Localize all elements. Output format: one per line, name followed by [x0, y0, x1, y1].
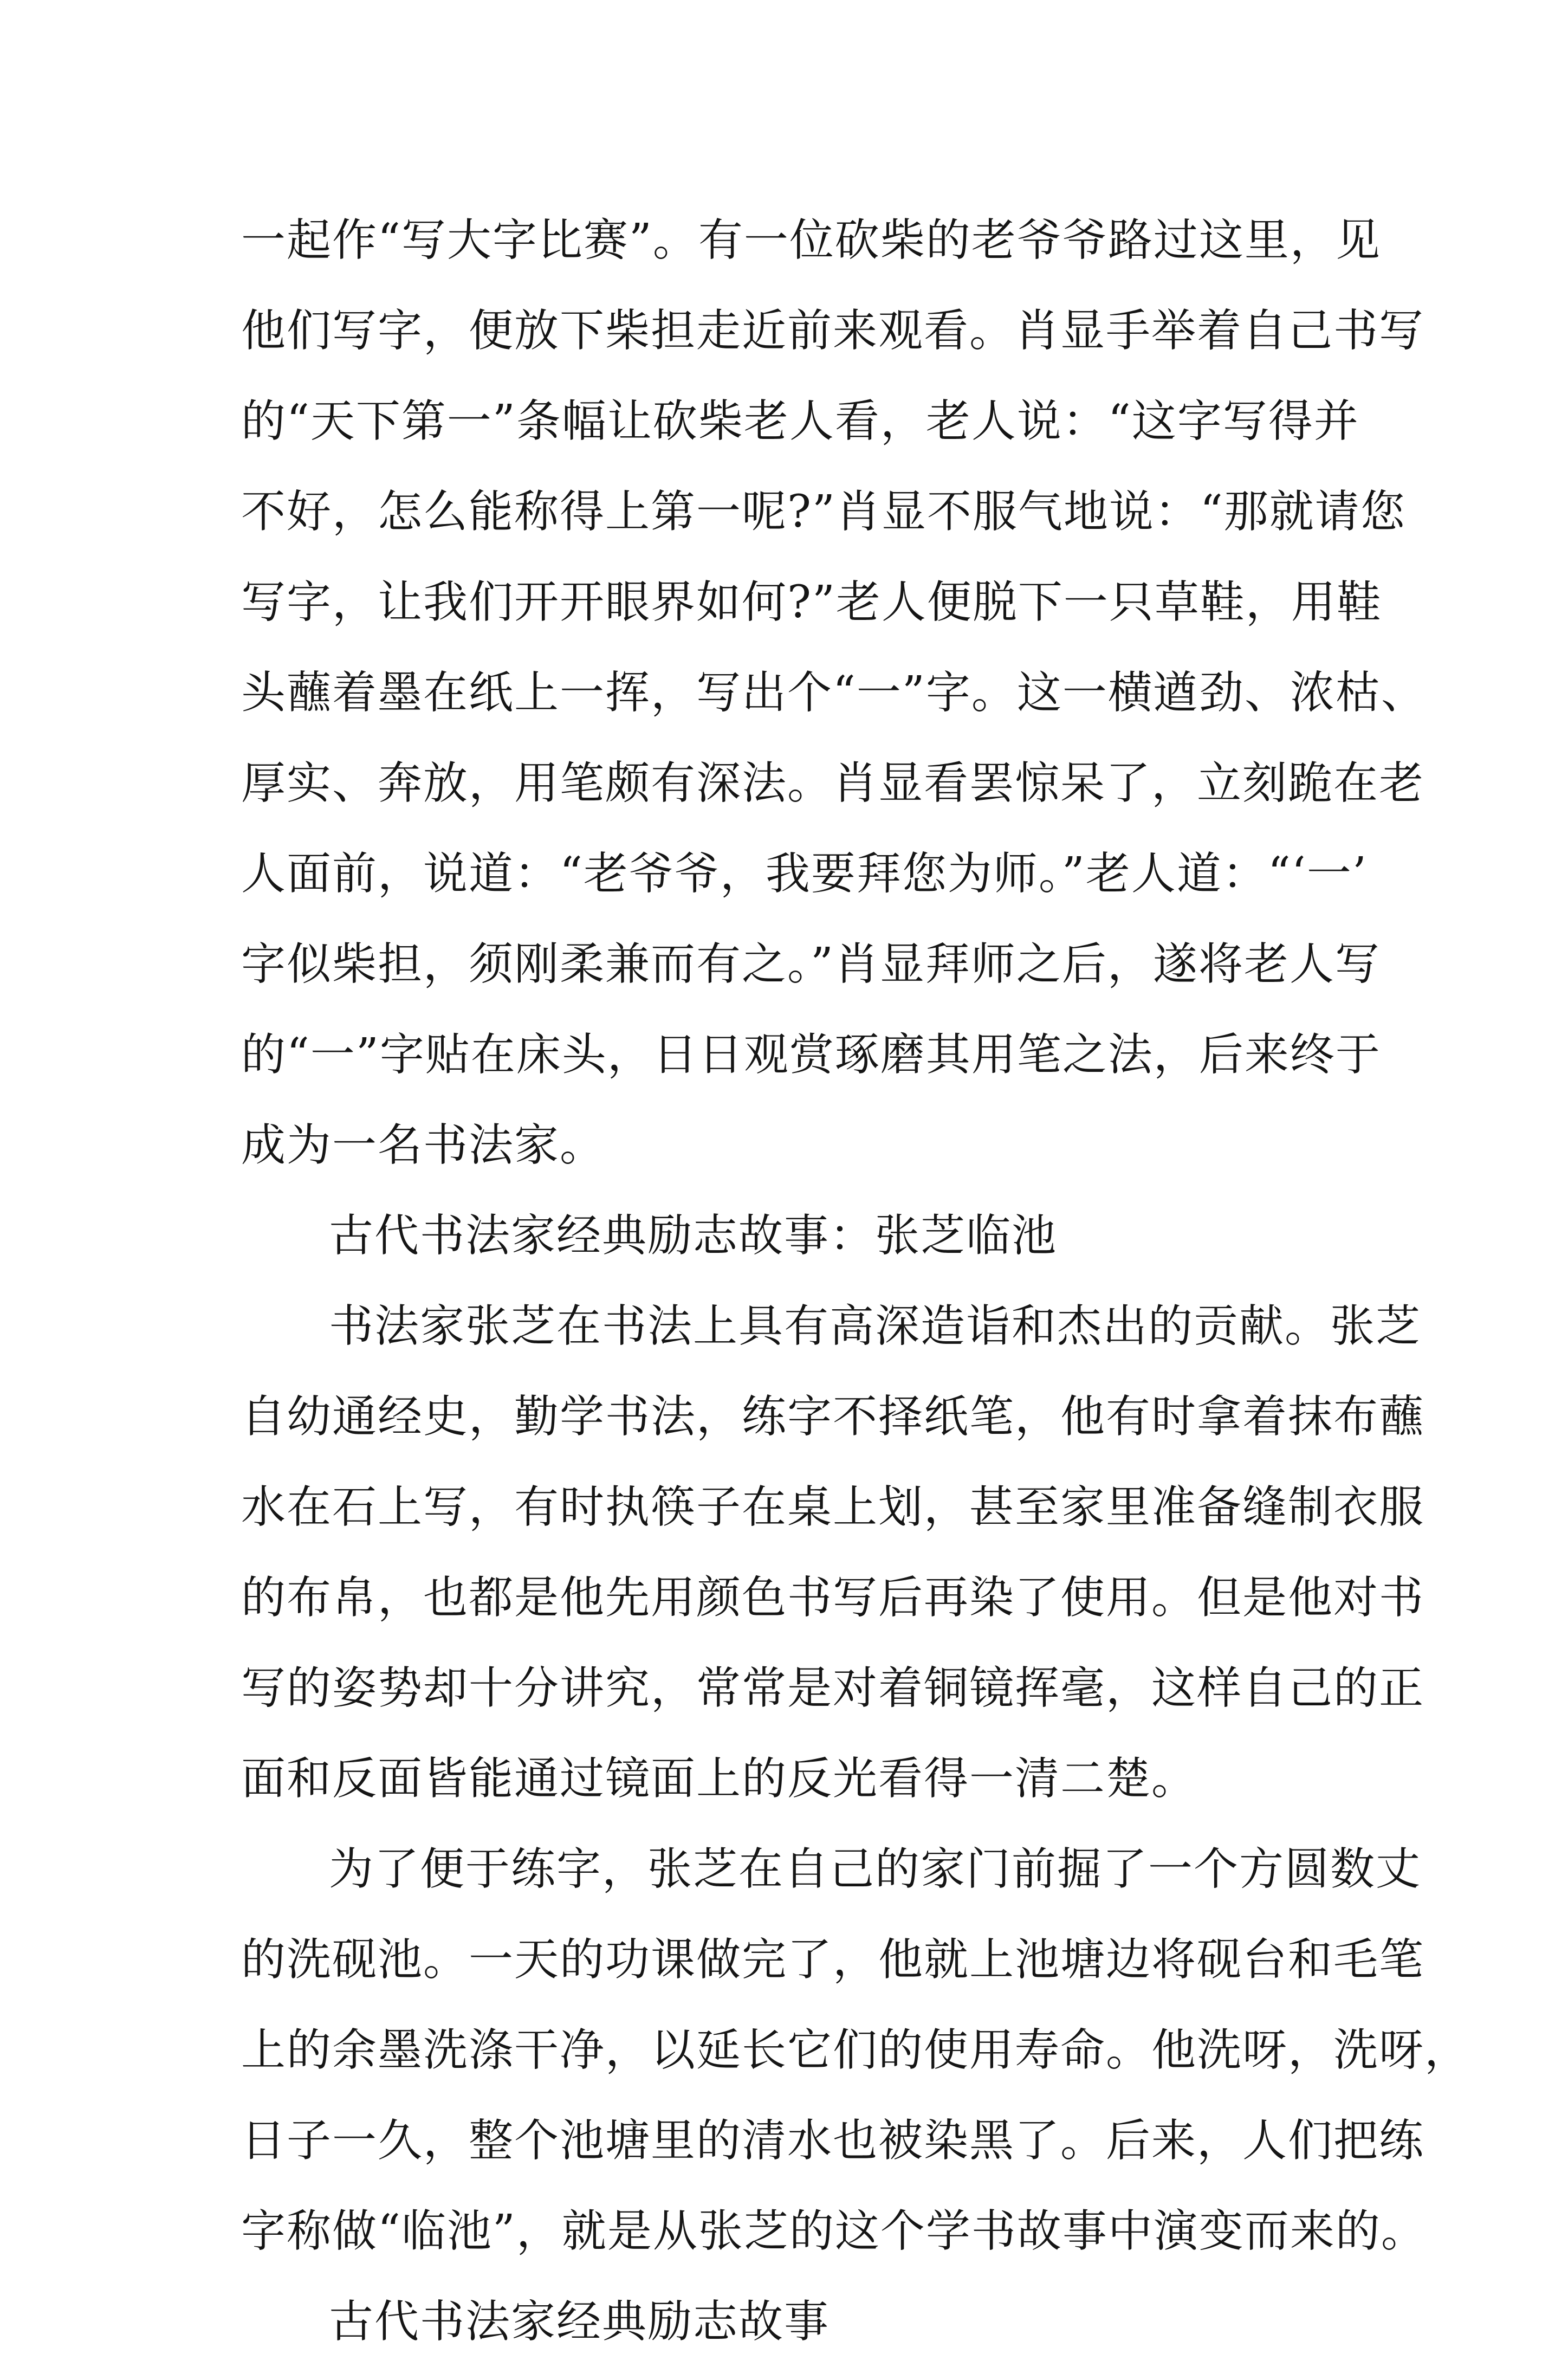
text-line: 不好，怎么能称得上第一呢?”肖显不服气地说：“那就请您 [241, 486, 1406, 538]
text-line: 面和反面皆能通过镜面上的反光看得一清二楚。 [241, 1753, 1197, 1805]
text-line: 头蘸着墨在纸上一挥，写出个“一”字。这一横遒劲、浓枯、 [241, 667, 1427, 719]
text-line: 字称做“临池”，就是从张芝的这个学书故事中演变而来的。 [241, 2206, 1427, 2257]
text-line: 自幼通经史，勤学书法，练字不择纸笔，他有时拿着抹布蘸 [241, 1391, 1425, 1443]
section-heading: 古代书法家经典励志故事 [329, 2296, 830, 2347]
text-line: 的洗砚池。一天的功课做完了，他就上池塘边将砚台和毛笔 [241, 1934, 1425, 1986]
text-line: 厚实、奔放，用笔颇有深法。肖显看罢惊呆了，立刻跪在老 [241, 758, 1425, 809]
body-text [241, 195, 1470, 2367]
section-heading: 古代书法家经典励志故事：张芝临池 [329, 1210, 1058, 1262]
text-line: 上的余墨洗涤干净，以延长它们的使用寿命。他洗呀，洗呀， [241, 2025, 1470, 2076]
text-line: 日子一久，整个池塘里的清水也被染黑了。后来，人们把练 [241, 2115, 1425, 2166]
text-line: 水在石上写，有时执筷子在桌上划，甚至家里准备缝制衣服 [241, 1482, 1425, 1533]
text-line: 他们写字，便放下柴担走近前来观看。肖显手举着自己书写 [241, 305, 1425, 357]
text-line: 人面前，说道：“老爷爷，我要拜您为师。”老人道：“‘一’ [241, 848, 1368, 900]
text-line: 写字，让我们开开眼界如何?”老人便脱下一只草鞋，用鞋 [241, 577, 1382, 628]
text-line: 的“一”字贴在床头，日日观赏琢磨其用笔之法，后来终于 [241, 1029, 1381, 1081]
paragraph-first-line: 为了便于练字，张芝在自己的家门前掘了一个方圆数丈 [329, 1844, 1422, 1895]
text-line: 写的姿势却十分讲究，常常是对着铜镜挥毫，这样自己的正 [241, 1663, 1425, 1714]
text-line: 成为一名书法家。 [241, 1120, 606, 1171]
text-line: 一起作“写大字比赛”。有一位砍柴的老爷爷路过这里，见 [241, 215, 1381, 266]
text-line: 字似柴担，须刚柔兼而有之。”肖显拜师之后，遂将老人写 [241, 939, 1381, 990]
paragraph-first-line: 书法家张芝在书法上具有高深造诣和杰出的贡献。张芝 [329, 1301, 1422, 1352]
text-line: 的布帛，也都是他先用颜色书写后再染了使用。但是他对书 [241, 1572, 1425, 1624]
text-line: 的“天下第一”条幅让砍柴老人看，老人说：“这字写得并 [241, 396, 1359, 447]
